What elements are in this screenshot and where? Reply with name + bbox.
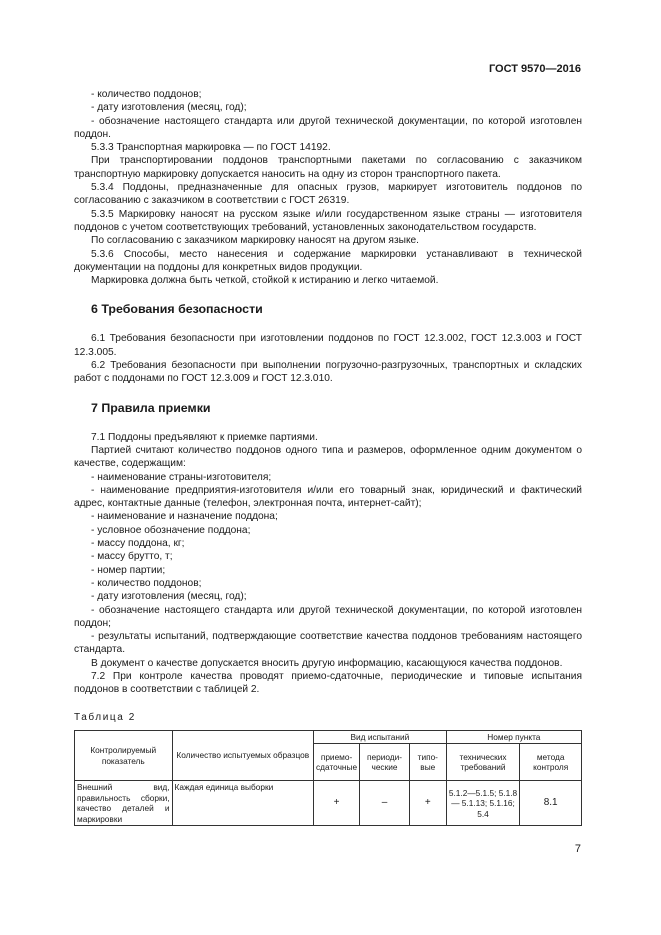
table-header-row [75,730,582,744]
paragraph: Партией считают количество поддонов одного типа и размеров, оформленное одним документом о качестве, содержащим: [74,444,582,470]
list-item: - результаты испытаний, подтверждающие соответствие качества поддонов требованиям настоящего стандарта. [74,631,582,656]
header-acceptance: приемо-сдаточные [314,744,360,781]
page-content [74,88,582,826]
paragraph: 5.3.4 Поддоны, предназначенные для опасных грузов, маркирует изготовитель поддонов по согласованию с заказчиком в соответствии с ГОСТ 26319. [74,182,582,207]
list-item: - наименование и назначение поддона; [91,511,278,523]
header-sample-count: Количество испытуемых образцов [172,730,313,781]
cell-sample-count: Каждая единица выборки [172,781,313,826]
list-item: - обозначение настоящего стандарта или другой технической документации, по которой изготовлен поддон; [74,604,582,629]
list-item: - дату изготовления (месяц, год); [91,591,247,603]
header-indicator: Контролируемый показатель [75,730,173,781]
cell-control-method: 8.1 [520,781,582,826]
cell-tech-requirements: 5.1.2—5.1.5; 5.1.8— 5.1.13; 5.1.16; 5.4 [446,781,520,826]
list-item: - обозначение настоящего стандарта или другой технической документации, по которой изготовлен поддон. [74,115,582,140]
cell-periodic: – [360,781,410,826]
paragraph: 7.2 При контроле качества проводят приемо-сдаточные, периодические и типовые испытания поддонов в соответствии с таблицей 2. [74,670,582,696]
standard-header: ГОСТ 9570—2016 [488,63,581,75]
list-item: - массу поддона, кг; [91,538,185,550]
paragraph: 5.3.3 Транспортная маркировка — по ГОСТ 14192. [91,142,331,154]
header-test-type: Вид испытаний [314,730,447,744]
header-periodic: периоди-ческие [360,744,410,781]
paragraph: 5.3.5 Маркировку наносят на русском языке и/или государственном языке страны — изготовителя поддонов с учетом соответствующих требований, установленных законодательством государств. [74,208,582,233]
page-number: 7 [574,843,581,855]
section-heading: 6 Требования безопасности [91,302,263,317]
header-control-method: метода контроля [520,744,582,781]
paragraph: 6.1 Требования безопасности при изготовлении поддонов по ГОСТ 12.3.002, ГОСТ 12.3.003 и ГОСТ 12.3.005. [74,333,582,358]
table-caption: Таблица 2 [74,711,136,723]
paragraph: По согласованию с заказчиком маркировку наносят на другом языке. [91,235,420,247]
paragraph: 7.1 Поддоны предъявляют к приемке партиями. [91,431,318,443]
header-tech-requirements: технических требований [446,744,520,781]
list-item: - условное обозначение поддона; [91,524,251,536]
acceptance-table [74,730,582,827]
paragraph: Маркировка должна быть четкой, стойкой к истиранию и легко читаемой. [91,275,439,287]
cell-indicator: Внешний вид, правильность сборки, качество деталей и маркировки [75,781,173,826]
list-item: - количество поддонов; [91,89,202,100]
list-item: - количество поддонов; [91,577,202,589]
list-item: - дату изготовления (месяц, год); [91,102,247,114]
paragraph: 5.3.6 Способы, место нанесения и содержание маркировки устанавливают в технической документации на поддоны для конкретных видов продукции. [74,248,582,273]
cell-type-tests: + [409,781,446,826]
list-item: - номер партии; [91,564,166,576]
header-type-tests: типо-вые [409,744,446,781]
paragraph: При транспортировании поддонов транспортными пакетами по согласованию с заказчиком транспортную маркировку допускается наносить на одну из сторон транспортного пакета. [74,155,582,180]
paragraph: В документ о качестве допускается вносить другую информацию, касающуюся качества поддонов. [91,657,563,669]
header-clause-number: Номер пункта [446,730,581,744]
cell-acceptance: + [314,781,360,826]
list-item: - наименование предприятия-изготовителя и/или его товарный знак, юридический и фактический адрес, контактные данные (телефон, электронная почта, интернет-сайт); [74,484,582,510]
table-row [75,781,582,826]
section-heading: 7 Правила приемки [91,400,211,415]
list-item: - массу брутто, т; [91,551,173,563]
list-item: - наименование страны-изготовителя; [91,471,272,483]
paragraph: 6.2 Требования безопасности при выполнении погрузочно-разгрузочных, транспортных и складских работ с поддонами по ГОСТ 12.3.009 и ГОСТ 12.3.010. [74,360,582,385]
